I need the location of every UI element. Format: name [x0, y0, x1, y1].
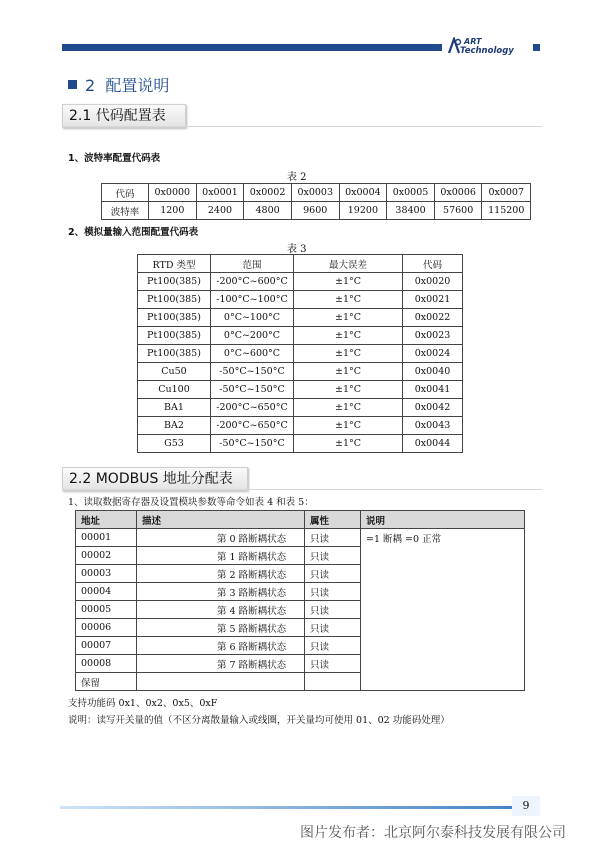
table-header-cell: RTD 类型	[138, 255, 211, 273]
table-cell: 0x0022	[403, 309, 463, 327]
table-cell: ±1°C	[294, 345, 403, 363]
table-cell: 第 4 路断耦状态	[137, 601, 305, 619]
table-cell: 00008	[76, 655, 137, 673]
table-cell: 0x0024	[403, 345, 463, 363]
table-cell: 0°C~600°C	[211, 345, 294, 363]
table-cell: ±1°C	[294, 291, 403, 309]
table-cell: 19200	[339, 202, 387, 220]
section-bullet-icon	[68, 80, 77, 89]
table-cell: -50°C~150°C	[211, 381, 294, 399]
function-codes: 支持功能码 0x1、0x2、0x5、0xF	[68, 698, 218, 709]
table-cell: 0x0020	[403, 273, 463, 291]
subsection-tab-2-1: 2.1 代码配置表	[62, 104, 186, 128]
table-cell: 只读	[305, 655, 361, 673]
table-cell: 只读	[305, 637, 361, 655]
table-cell	[305, 673, 361, 691]
table-cell: ±1°C	[294, 363, 403, 381]
logo-text-technology: Technology	[460, 46, 514, 56]
table-cell: Pt100(385)	[138, 327, 211, 345]
table-cell: 4800	[244, 202, 292, 220]
logo-text-art: ART	[464, 37, 482, 46]
table-cell: 0x0042	[403, 399, 463, 417]
table-cell: 第 1 路断耦状态	[137, 547, 305, 565]
table-cell: 只读	[305, 547, 361, 565]
table-row	[138, 327, 463, 345]
baud-heading: 1、波特率配置代码表	[68, 153, 161, 164]
baud-table	[101, 183, 531, 220]
table-cell: ±1°C	[294, 327, 403, 345]
table-row	[138, 417, 463, 435]
table-cell: 第 5 路断耦状态	[137, 619, 305, 637]
table-cell: ±1°C	[294, 309, 403, 327]
table-row	[138, 291, 463, 309]
table-header-row	[138, 255, 463, 273]
table-cell: 00003	[76, 565, 137, 583]
table-cell: 第 0 路断耦状态	[137, 529, 305, 547]
footer-line	[60, 806, 540, 809]
table-cell: Cu100	[138, 381, 211, 399]
table-cell: 0x0005	[387, 184, 435, 202]
table-cell: 第 3 路断耦状态	[137, 583, 305, 601]
table-cell: 只读	[305, 619, 361, 637]
table-cell: 0x0021	[403, 291, 463, 309]
table-row	[138, 435, 463, 453]
section-title	[68, 73, 169, 96]
table-header-cell: 说明	[361, 511, 525, 529]
remark-text: 说明：读写开关量的值（不区分离散量输入或线圈，开关量均可使用 01、02 功能码处理）	[68, 715, 450, 726]
table-cell: -200°C~600°C	[211, 273, 294, 291]
table-row	[138, 273, 463, 291]
analog-caption: 表 3	[287, 244, 307, 255]
table-cell: 00007	[76, 637, 137, 655]
table-row	[138, 399, 463, 417]
table-cell: 只读	[305, 583, 361, 601]
subsection-tab-2-2: 2.2 MODBUS 地址分配表	[62, 467, 248, 491]
table-note-cell: =1 断耦 =0 正常	[361, 529, 525, 691]
table-cell: 00004	[76, 583, 137, 601]
header-bar	[62, 44, 442, 51]
table-cell: Pt100(385)	[138, 309, 211, 327]
table-cell: 波特率	[102, 202, 149, 220]
subsection-underline	[62, 126, 542, 127]
baud-caption: 表 2	[287, 172, 307, 183]
table-cell: 57600	[434, 202, 482, 220]
table-cell: 只读	[305, 601, 361, 619]
table-cell: 0x0000	[149, 184, 197, 202]
table-cell: 0x0043	[403, 417, 463, 435]
table-cell: ±1°C	[294, 417, 403, 435]
table-cell: 0x0041	[403, 381, 463, 399]
modbus-table	[75, 510, 525, 691]
company-logo	[446, 37, 530, 59]
analog-heading: 2、模拟量输入范围配置代码表	[68, 227, 199, 238]
table-cell: 0x0040	[403, 363, 463, 381]
table-cell: -200°C~650°C	[211, 417, 294, 435]
table-cell: 0°C~200°C	[211, 327, 294, 345]
table-cell: BA2	[138, 417, 211, 435]
table-cell: 00002	[76, 547, 137, 565]
table-header-cell: 范围	[211, 255, 294, 273]
table-row	[138, 345, 463, 363]
table-cell: 38400	[387, 202, 435, 220]
table-cell: ±1°C	[294, 399, 403, 417]
table-cell: -50°C~150°C	[211, 363, 294, 381]
table-cell: Cu50	[138, 363, 211, 381]
table-cell: 115200	[482, 202, 531, 220]
section-title-text: 配置说明	[105, 76, 170, 95]
table-cell: 第 7 路断耦状态	[137, 655, 305, 673]
table-header-cell: 描述	[137, 511, 305, 529]
table-row	[138, 309, 463, 327]
table-cell: 0x0004	[339, 184, 387, 202]
table-cell: 0x0001	[196, 184, 244, 202]
table-row	[138, 363, 463, 381]
table-header-cell: 属性	[305, 511, 361, 529]
table-cell: -100°C~100°C	[211, 291, 294, 309]
table-cell: ±1°C	[294, 381, 403, 399]
table-row	[76, 529, 525, 547]
table-cell: 00006	[76, 619, 137, 637]
table-row	[102, 184, 531, 202]
table-cell: Pt100(385)	[138, 345, 211, 363]
table-cell: 只读	[305, 529, 361, 547]
table-cell: -200°C~650°C	[211, 399, 294, 417]
table-cell: 0x0002	[244, 184, 292, 202]
table-cell: BA1	[138, 399, 211, 417]
table-cell: Pt100(385)	[138, 291, 211, 309]
subsection-underline	[62, 489, 542, 490]
page-number: 9	[512, 796, 540, 816]
table-cell: 9600	[291, 202, 339, 220]
section-number: 2	[85, 76, 96, 95]
table-cell: 保留	[76, 673, 137, 691]
table-cell: 第 2 路断耦状态	[137, 565, 305, 583]
table-cell: 1200	[149, 202, 197, 220]
table-cell: 2400	[196, 202, 244, 220]
modbus-intro: 1、读取数据寄存器及设置模块参数等命令如表 4 和表 5：	[68, 497, 314, 508]
table-cell: 0x0003	[291, 184, 339, 202]
table-header-cell: 地址	[76, 511, 137, 529]
table-row	[138, 381, 463, 399]
table-cell: 0x0007	[482, 184, 531, 202]
table-header-row	[76, 511, 525, 529]
header-square	[533, 44, 540, 51]
table-header-cell: 代码	[403, 255, 463, 273]
table-cell: 第 6 路断耦状态	[137, 637, 305, 655]
table-cell: 0x0023	[403, 327, 463, 345]
table-cell: 00005	[76, 601, 137, 619]
table-cell: 0x0006	[434, 184, 482, 202]
table-cell: -50°C~150°C	[211, 435, 294, 453]
table-header-cell: 最大误差	[294, 255, 403, 273]
table-cell: 0°C~100°C	[211, 309, 294, 327]
table-cell: ±1°C	[294, 435, 403, 453]
table-cell: 00001	[76, 529, 137, 547]
publisher-credit: 图片发布者：北京阿尔泰科技发展有限公司	[300, 825, 566, 841]
table-cell: 只读	[305, 565, 361, 583]
rtd-table	[137, 254, 463, 453]
table-row	[102, 202, 531, 220]
table-cell: ±1°C	[294, 273, 403, 291]
table-cell	[137, 673, 305, 691]
table-cell: Pt100(385)	[138, 273, 211, 291]
table-cell: 代码	[102, 184, 149, 202]
table-cell: G53	[138, 435, 211, 453]
table-cell: 0x0044	[403, 435, 463, 453]
